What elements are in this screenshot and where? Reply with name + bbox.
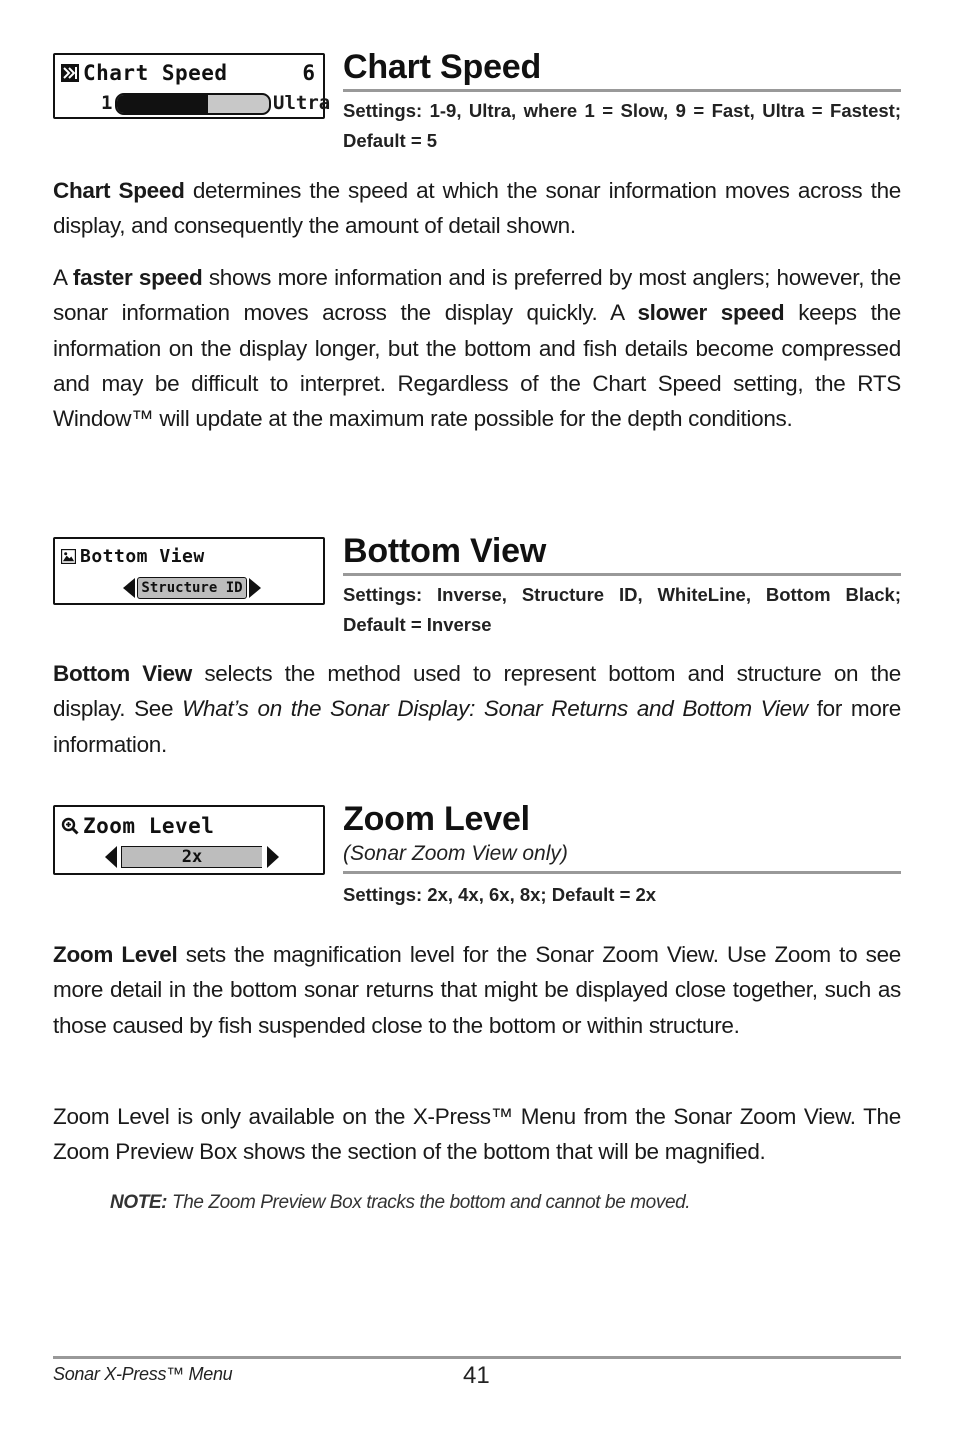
chart-speed-settings: Settings: 1-9, Ultra, where 1 = Slow, 9 = Fast, Ultra = Fastest; Default = 5	[343, 100, 901, 151]
bottom-view-heading-rule	[343, 573, 901, 576]
chart-speed-menu-label: Chart Speed	[83, 61, 228, 85]
chart-speed-p2-b: shows more information and is preferred by most anglers; however, the sonar information moves across the display quickly. A	[53, 265, 901, 326]
chart-speed-p2-c: keeps the information on the display longer, but the bottom and fish details become compressed and may be difficult to interpret. Regardless of the Chart Speed setting, the RTS Window™ will update at the maximum rate possible for the depth conditions.	[53, 300, 901, 432]
chart-speed-term: Chart Speed	[53, 178, 185, 203]
chart-speed-p1-text: determines the speed at which the sonar information moves across the display, and consequently the amount of detail shown.	[53, 178, 902, 239]
chart-speed-icon	[61, 64, 79, 82]
zoom-level-heading-rule	[343, 871, 901, 874]
chart-speed-slider-fill	[117, 95, 208, 113]
chart-speed-heading-rule	[343, 89, 901, 92]
slower-speed-term: slower speed	[637, 300, 785, 326]
zoom-level-selector[interactable]	[105, 845, 281, 869]
faster-speed-term: faster speed	[72, 265, 203, 290]
zoom-preview-note	[110, 1192, 900, 1214]
right-arrow-icon[interactable]	[249, 578, 261, 598]
right-arrow-icon[interactable]	[267, 846, 279, 868]
footer-section-title: Sonar X-Press™ Menu	[53, 1364, 233, 1384]
left-arrow-icon[interactable]	[105, 846, 117, 868]
bottom-view-value-box	[137, 577, 247, 599]
zoom-level-subtitle: (Sonar Zoom View only)	[343, 842, 568, 865]
bottom-view-menu-box[interactable]	[53, 537, 325, 605]
chart-speed-paragraph-1	[53, 173, 901, 244]
bottom-view-settings: Settings: Inverse, Structure ID, WhiteLine, Bottom Black; Default = Inverse	[343, 584, 901, 635]
bottom-view-icon	[61, 549, 76, 564]
zoom-level-p1-text: sets the magnification level for the Sonar Zoom View. Use Zoom to see more detail in the bottom sonar returns that might be displayed close together, such as those caused by fish suspended close to the bottom or within structure.	[53, 942, 901, 1038]
chart-speed-menu-value: 6	[302, 61, 315, 85]
chart-speed-slider[interactable]	[101, 91, 331, 115]
chart-speed-heading: Chart Speed	[343, 48, 542, 86]
zoom-level-menu-label: Zoom Level	[83, 814, 215, 838]
note-text: The Zoom Preview Box tracks the bottom and cannot be moved.	[167, 1192, 691, 1213]
chart-speed-slider-min: 1	[101, 92, 113, 114]
chart-speed-paragraph-2	[53, 260, 901, 436]
zoom-magnifier-icon	[61, 817, 79, 835]
bottom-view-selector[interactable]	[123, 576, 263, 600]
zoom-level-menu-title	[61, 814, 214, 838]
bottom-view-p1-a: selects the method used to represent bottom and structure on the display. See	[53, 661, 901, 722]
zoom-level-heading: Zoom Level	[343, 800, 530, 838]
zoom-level-paragraph-1	[53, 937, 901, 1043]
bottom-view-paragraph	[53, 656, 901, 762]
footer-rule	[53, 1356, 901, 1359]
chart-speed-menu-title	[61, 61, 228, 85]
chart-speed-slider-max: Ultra	[273, 92, 331, 114]
left-arrow-icon[interactable]	[123, 578, 135, 598]
zoom-level-value-box	[121, 846, 262, 868]
chart-speed-p2-a: A	[53, 265, 73, 290]
zoom-level-paragraph-2: Zoom Level is only available on the X-Press™ Menu from the Sonar Zoom View. The Zoom Preview Box shows the section of the bottom that will be magnified.	[53, 1104, 901, 1165]
zoom-level-menu-box[interactable]	[53, 805, 325, 875]
chart-speed-slider-track	[115, 93, 271, 115]
bottom-view-reference-link: What’s on the Sonar Display: Sonar Returns and Bottom View	[182, 696, 808, 722]
zoom-level-term: Zoom Level	[53, 942, 178, 967]
page-number: 41	[463, 1362, 490, 1389]
bottom-view-menu-title	[61, 546, 205, 567]
bottom-view-menu-label: Bottom View	[80, 546, 205, 567]
bottom-view-value: Structure ID	[141, 580, 243, 596]
zoom-level-value: 2x	[181, 847, 203, 867]
bottom-view-term: Bottom View	[53, 661, 192, 686]
bottom-view-p1-b: for more information.	[53, 696, 901, 757]
bottom-view-heading: Bottom View	[343, 532, 547, 570]
chart-speed-menu-box[interactable]	[53, 53, 331, 119]
zoom-level-settings: Settings: 2x, 4x, 6x, 8x; Default = 2x	[343, 884, 657, 905]
note-label: NOTE:	[110, 1192, 168, 1213]
